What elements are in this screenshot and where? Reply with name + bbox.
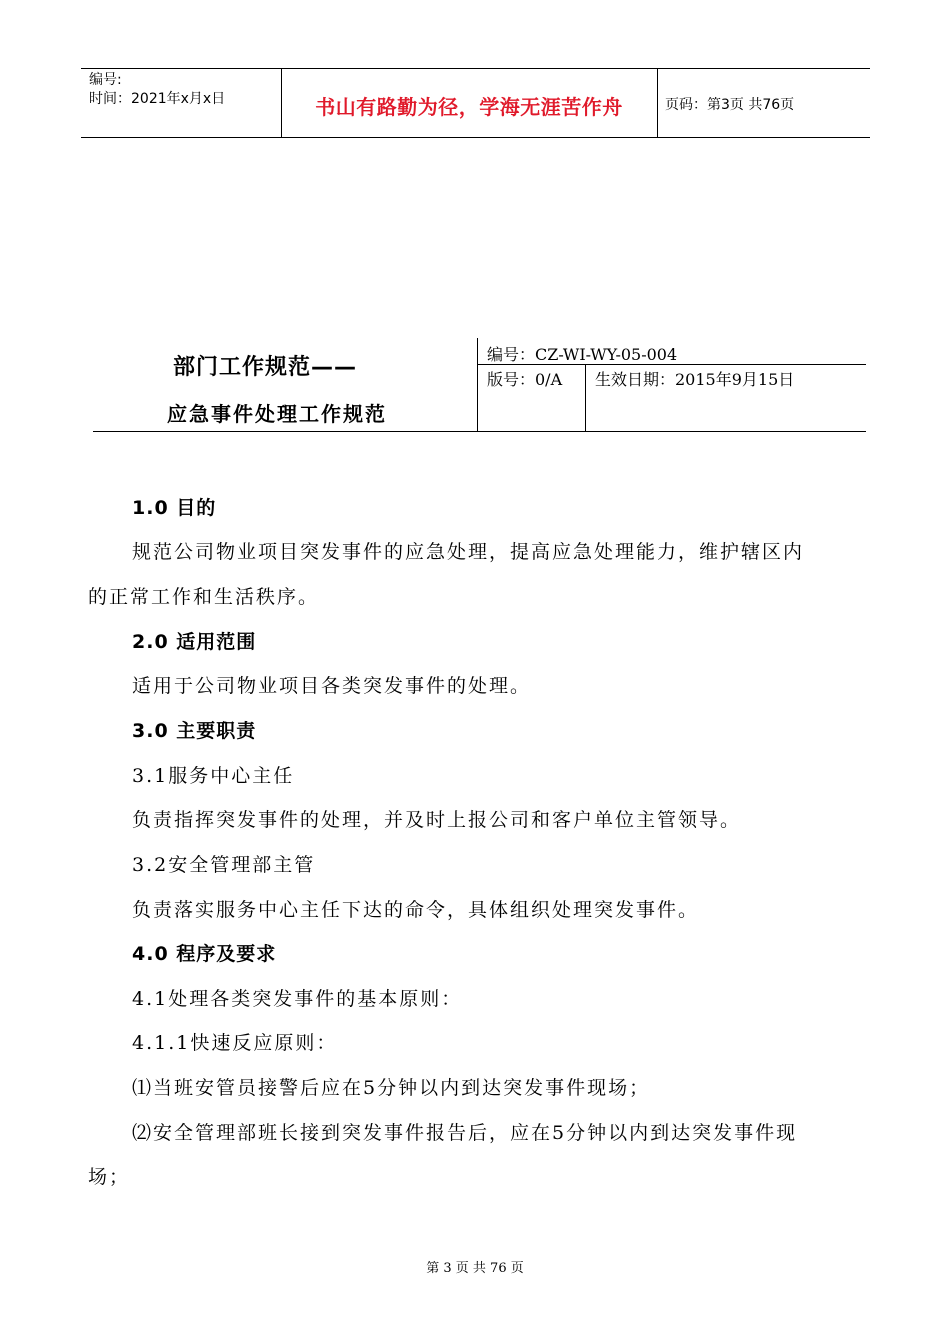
list-item: ⑴当班安管员接警后应在5分钟以内到达突发事件现场； [132, 1077, 651, 1099]
document-version: 版号：0/A [487, 370, 563, 389]
header-time-label: 时间：2021年x月x日 [89, 91, 226, 107]
paragraph-line: 负责落实服务中心主任下达的命令，具体组织处理突发事件。 [132, 899, 700, 921]
section-heading: 1.0 目的 [132, 497, 217, 519]
document-code: 编号：CZ-WI-WY-05-004 [487, 345, 678, 364]
document-title: 部门工作规范—— [173, 355, 358, 380]
header-page-info: 页码：第3页 共76页 [665, 97, 795, 113]
list-item: ⑵安全管理部班长接到突发事件报告后，应在5分钟以内到达突发事件现 [132, 1122, 798, 1144]
title-block-divider [477, 338, 478, 431]
paragraph-line: 适用于公司物业项目各类突发事件的处理。 [132, 675, 532, 697]
document-title-block [93, 338, 866, 432]
subsection-heading: 4.1处理各类突发事件的基本原则： [132, 988, 463, 1010]
document-effective-date: 生效日期：2015年9月15日 [595, 370, 795, 389]
subsection-heading: 3.2安全管理部主管 [132, 854, 316, 876]
header-motto: 书山有路勤为径，学海无涯苦作舟 [315, 95, 623, 119]
subsection-heading: 4.1.1快速反应原则： [132, 1032, 338, 1054]
document-subtitle: 应急事件处理工作规范 [167, 402, 387, 426]
subsection-heading: 3.1服务中心主任 [132, 765, 295, 787]
header-divider [657, 69, 658, 137]
section-heading: 2.0 适用范围 [132, 631, 257, 653]
header-table [81, 68, 870, 138]
footer-page-number: 第 3 页 共 76 页 [426, 1261, 524, 1276]
header-number-label: 编号: [89, 72, 122, 88]
paragraph-line: 规范公司物业项目突发事件的应急处理，提高应急处理能力，维护辖区内 [132, 541, 805, 563]
list-item-continuation: 场； [88, 1166, 131, 1188]
header-left-cell [89, 71, 225, 109]
paragraph-line: 的正常工作和生活秩序。 [88, 586, 320, 608]
section-heading: 3.0 主要职责 [132, 720, 257, 742]
paragraph-line: 负责指挥突发事件的处理，并及时上报公司和客户单位主管领导。 [132, 809, 742, 831]
title-block-divider [585, 365, 586, 431]
section-heading: 4.0 程序及要求 [132, 943, 277, 965]
